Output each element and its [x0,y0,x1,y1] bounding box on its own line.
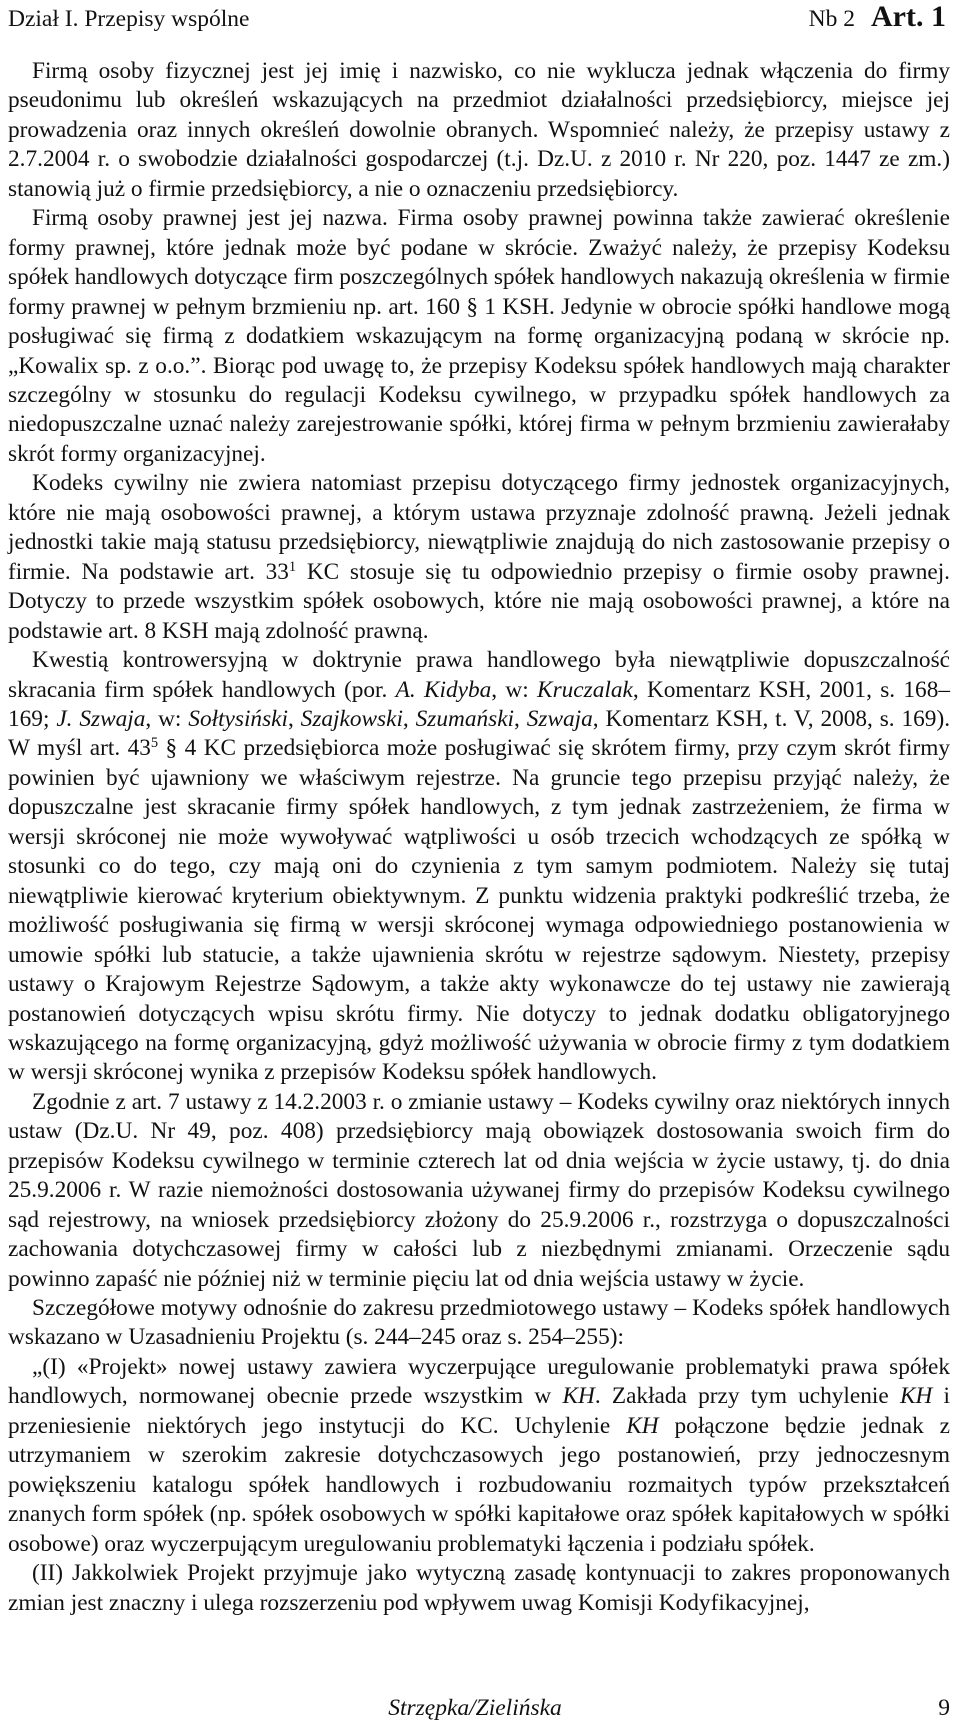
superscript: 5 [150,735,159,752]
author-name: Sołtysiński [188,705,288,732]
text-run: „(I) «Projekt» nowej ustawy zawiera wyczerpujące uregulowanie problematyki prawa spółek handlowych, normowanej obecnie przede wszystkim w [8,1353,950,1410]
section-title: Dział I. Przepisy wspólne [8,6,250,32]
paragraph-3 [8,469,950,646]
text-run: połączone będzie jednak z utrzymaniem w szerokim zakresie dotychczasowych jego postanowień, przy jednoczesnym powiększeniu katalogu spółek handlowych i rozbudowaniu rozmaitych typów przekształceń znanych form spółek (np. spółek osobowych w spółki kapitałowe oraz spółek kapitałowych w spółki osobowe) oraz wyczerpującym uregulowaniu problematyki łączenia i podziału spółek. [8,1412,951,1557]
text-run: . Zakłada przy tym uchylenie [594,1383,889,1410]
author-name: Szwaja [526,705,593,732]
text-run: , [514,705,520,732]
paragraph-1: Firmą osoby fizycznej jest jej imię i nazwisko, co nie wyklucza jednak włączenia do firmy pseudonimu lub określeń wskazujących na przedmiot działalności przedsiębiorcy, miejsce jej prowadzenia oraz innych określeń dowolnie obranych. Wspomnieć należy, że przepisy ustawy z 2.7.2004 r. o swobodzie działalności gospodarczej (t.j. Dz.U. z 2010 r. Nr 220, poz. 1447 ze zm.) stanowią już o firmie przedsiębiorcy, a nie o oznaczeniu przedsiębiorcy. [8,58,950,202]
running-footer [0,1690,950,1726]
text-run: Kodeks cywilny nie zwiera natomiast przepisu dotyczącego firmy jednostek organizacyjnych, które nie mają osobowości prawnej, a którym ustawa przyznaje zdolność prawną. Jeżeli jednak jednostki takie mają statusu przedsiębiorcy, niewątpliwie znajdują do nich zastosowanie przepisy o firmie. Na podstawie art. 33 [8,470,950,585]
text-run: Kwestią kontrowersyjną w doktrynie prawa handlowego była niewątpliwie dopuszczalność skracania firm spółek handlowych (por. [8,647,950,703]
abbrev-kh: KH [562,1383,595,1410]
author-name: Kruczalak [537,676,633,703]
author-name: A. Kidyba [395,676,492,703]
author-name: Szajkowski [300,705,403,732]
article-number: Art. 1 [871,0,946,33]
paragraph-5: Zgodnie z art. 7 ustawy z 14.2.2003 r. o zmianie ustawy – Kodeks cywilny oraz niektórych innych ustaw (Dz.U. Nr 49, poz. 408) przedsiębiorcy mają obowiązek dostosowania swoich firm do przepisów Kodeksu cywilnego w terminie czterech lat od dnia wejścia w życie ustawy, tj. do dnia 25.9.2006 r. W razie niemożności dostosowania używanej firmy do przepisów Kodeksu cywilnego sąd rejestrowy, na wniosek przedsiębiorcy złożony do 25.9.2006 r., rozstrzyga o dopuszczalności zachowania dotychczasowej firmy w całości lub z niezbędnymi zmianami. Orzeczenie sądu powinno zapaść nie później niż w terminie pięciu lat od dnia wejścia ustawy w życie. [8,1088,950,1292]
text-run: , w: [491,676,529,703]
paragraph-2: Firmą osoby prawnej jest jej nazwa. Firma osoby prawnej powinna także zawierać określenie formy prawnej, które jednak może być podane w skrócie. Zważyć należy, że przepisy Kodeksu spółek handlowych dotyczące firm poszczególnych spółek handlowych nakazują określenia w firmie formy prawnej w pełnym brzmieniu np. art. 160 § 1 KSH. Jedynie w obrocie spółki handlowe mogą posługiwać się firmą z dodatkiem wskazującym na formę organizacyjną podaną w skrócie np. „Kowalix sp. z o.o.”. Biorąc pod uwagę to, że przepisy Kodeksu spółek handlowych mają charakter szczególny w stosunku do regulacji Kodeksu cywilnego, w przypadku spółek handlowych za niedopuszczalne uznać należy zarejestrowanie spółki, której firma w pełnym brzmieniu zawierałaby skrót formy organizacyjnej. [8,205,950,467]
margin-number: Nb 2 [808,6,856,32]
author-name: Szumański [415,705,515,732]
text-run: § 4 KC przedsiębiorca może posługiwać się skrótem firmy, przy czym skrót firmy powinien być ujawniony we właściwym rejestrze. Na gruncie tego przepisu przyjąć należy, że dopuszczalne jest skracanie firmy spółek handlowych, z tym jednak zastrzeżeniem, że firma w wersji skróconej nie może wywoływać wątpliwości u osób trzecich wchodzących ze spółką w stosunki co do tego, czy mają oni do czynienia z tym samym podmiotem. Należy się tutaj niewątpliwie kierować kryterium obiektywnym. Z punktu widzenia praktyki podkreślić trzeba, że możliwość posługiwania się firmą w wersji skróconej wymaga odpowiedniego postanowienia w umowie spółki lub statucie, a także ujawnienia skrótu w rejestrze sądowym. Niestety, przepisy ustawy o Krajowym Rejestrze Sądowym, a także akty wykonawcze do tej ustawy nie zawierają postanowień dotyczących wpisu skrótu firmy. Nie dotyczy to jednak dodatku obligatoryjnego wskazującego na formę organizacyjną, gdyż możliwość używania w obrocie firmy z tym dodatkiem w wersji skróconej wynika z przepisów Kodeksu spółek handlowych. [8,735,950,1086]
running-header [8,0,946,36]
paragraph-4 [8,646,950,1088]
paragraph-7 [8,1353,950,1559]
text-run: i przeniesienie niektórych jego instytucji do KC. Uchylenie [8,1383,951,1439]
text-run: , [402,705,409,732]
text-run: , [287,705,294,732]
author-name: J. Szwaja [56,705,146,732]
page-number: 9 [938,1695,950,1721]
abbrev-kh: KH [626,1412,659,1439]
footer-authors: Strzępka/Zielińska [388,1695,562,1721]
text-run: , Komentarz KSH, 2001, s. 168–169; [8,676,950,732]
text-run: KC stosuje się tu odpowiednio przepisy o firmie osoby prawnej. Dotyczy to przede wszystkim spółek osobowych, które nie mają osobowości prawnej, a które na podstawie art. 8 KSH mają zdolność prawną. [8,558,951,644]
body-text [8,57,950,1618]
superscript: 1 [288,558,297,575]
abbrev-kh: KH [899,1383,933,1410]
text-run: , Komentarz KSH, t. V, 2008, s. 169). W myśl art. 43 [8,705,951,762]
paragraph-6: Szczegółowe motywy odnośnie do zakresu przedmiotowego ustawy – Kodeks spółek handlowych wskazano w Uzasadnieniu Projektu (s. 244–245 oraz s. 254–255): [8,1295,950,1351]
header-right [809,0,946,36]
paragraph-8: (II) Jakkolwiek Projekt przyjmuje jako wytyczną zasadę kontynuacji to zakres proponowanych zmian jest znaczny i ulega rozszerzeniu pod wpływem uwag Komisji Kodyfikacyjnej, [8,1560,950,1616]
text-run: , w: [145,705,182,732]
